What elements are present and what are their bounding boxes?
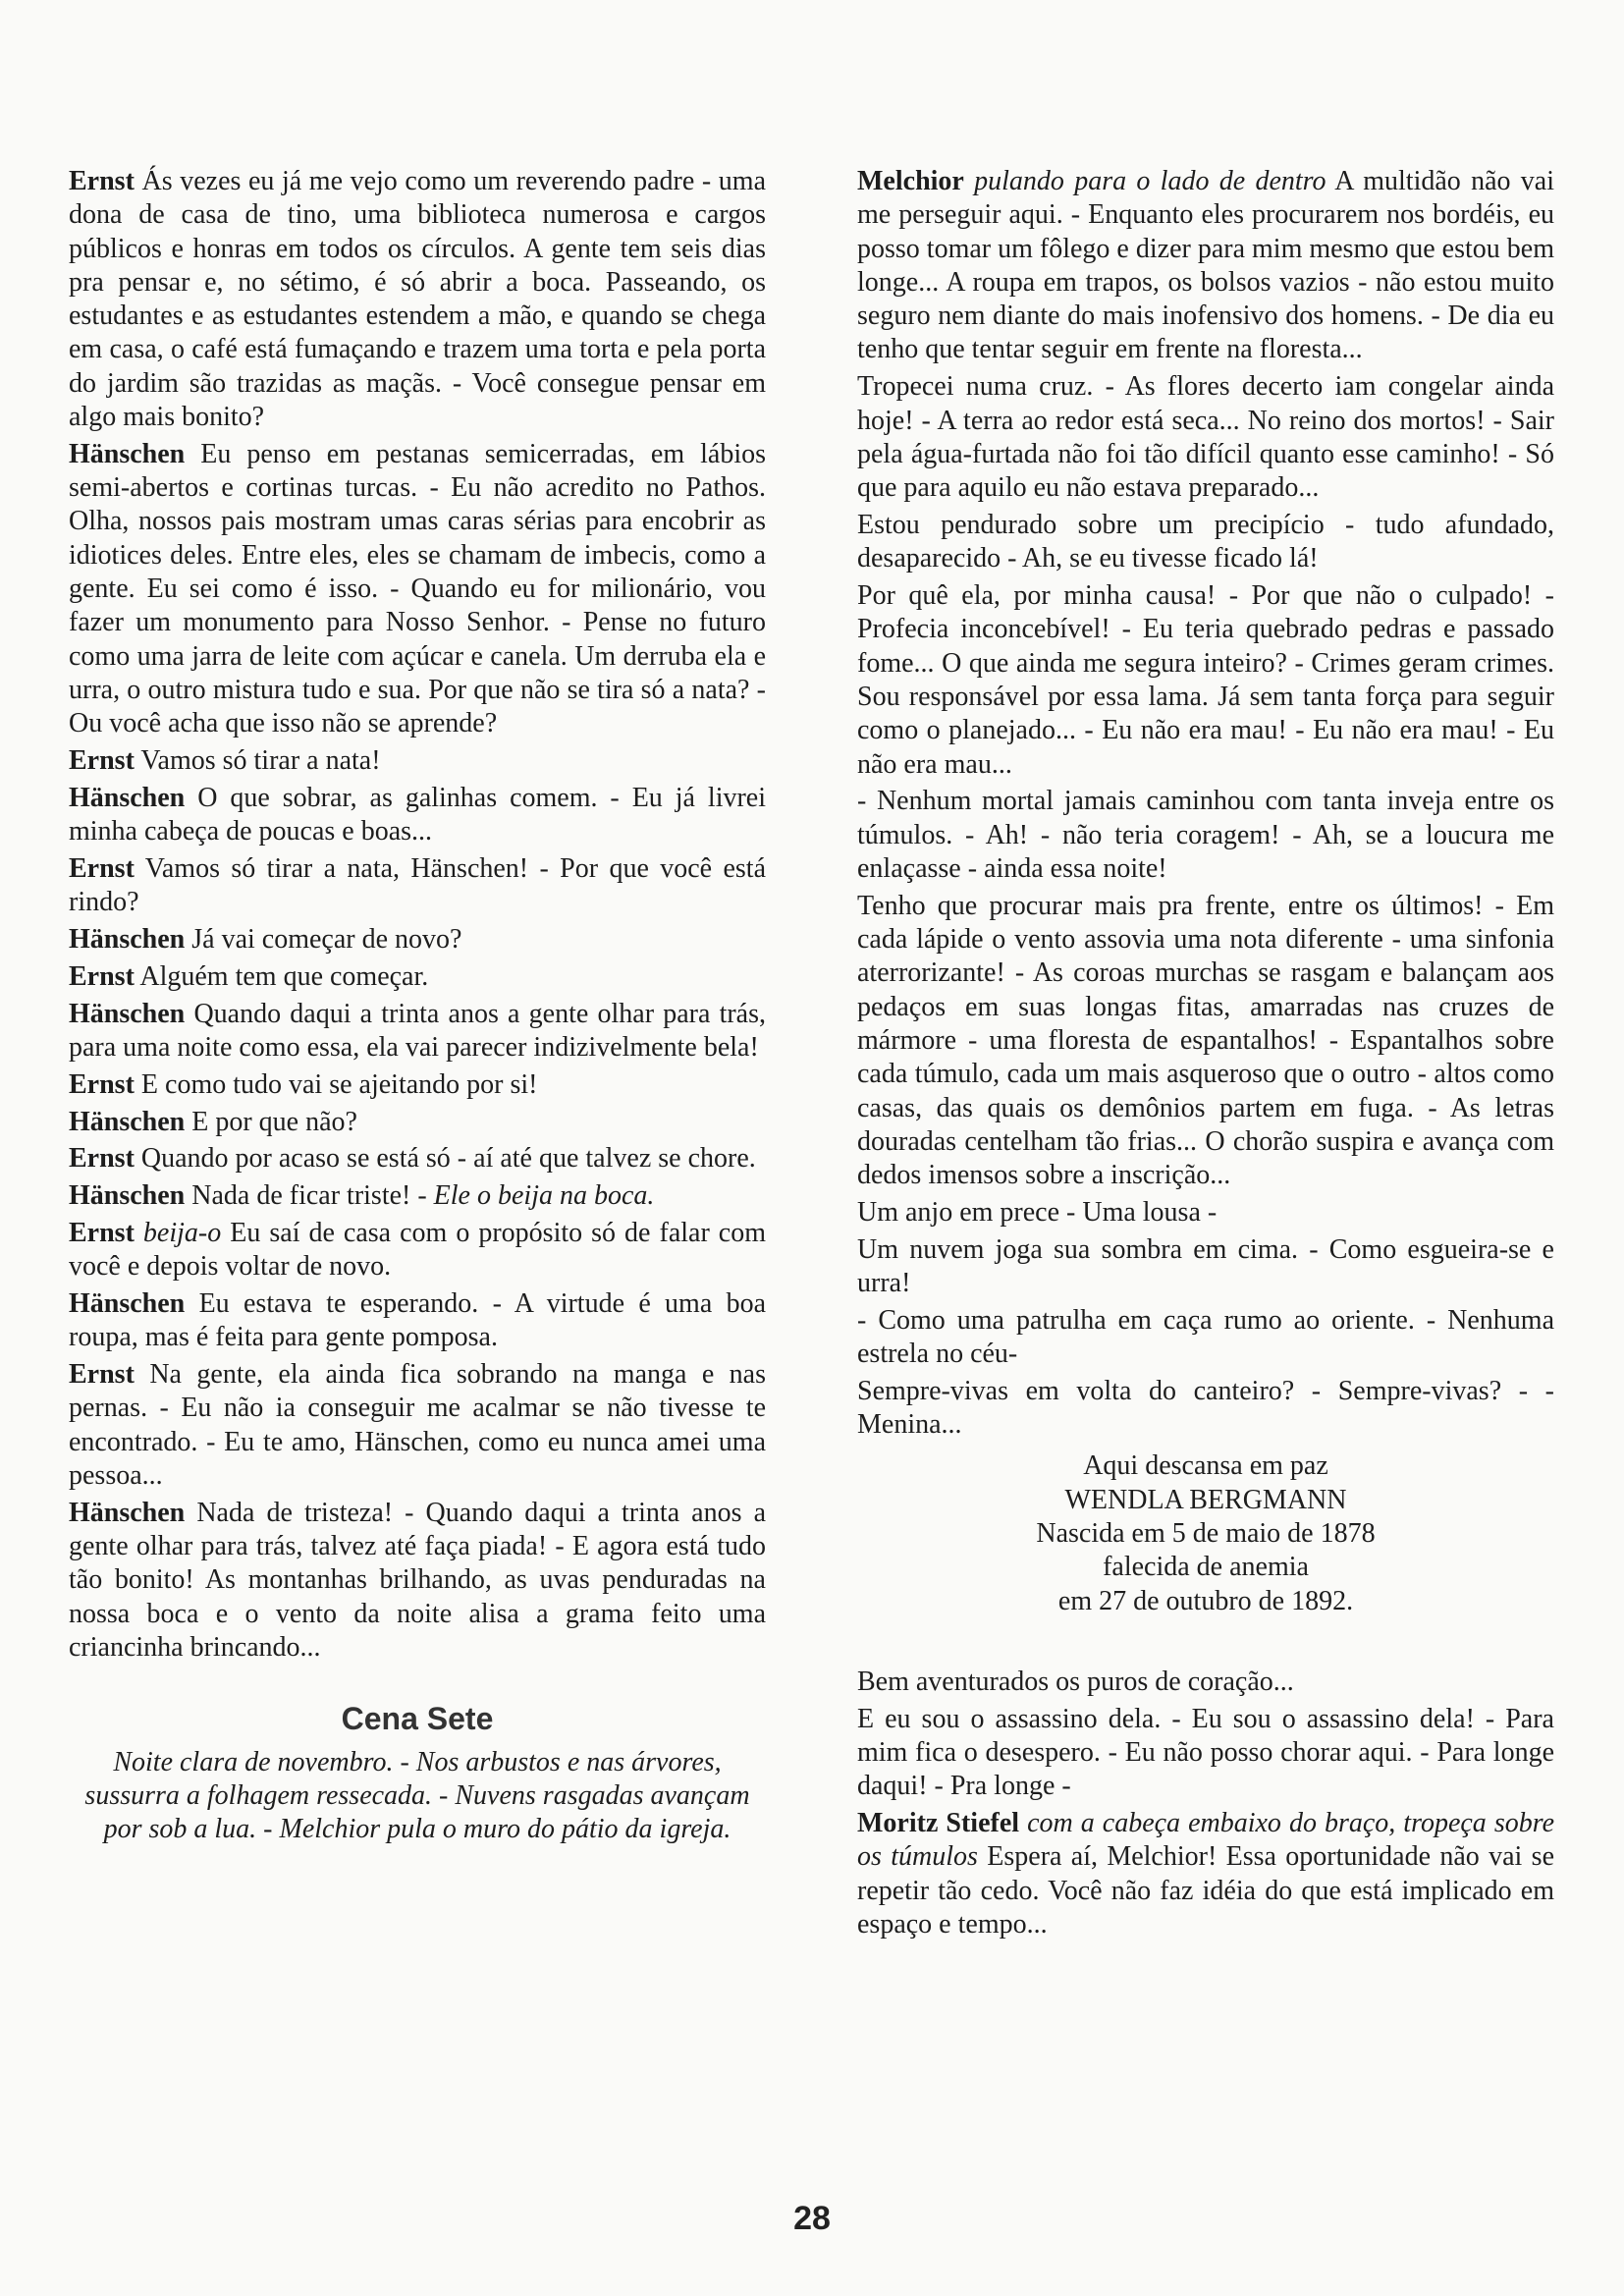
left-column bbox=[69, 165, 766, 1846]
dialogue-paragraph bbox=[69, 1358, 766, 1493]
dialogue-paragraph bbox=[69, 998, 766, 1066]
scene-title: Cena Sete bbox=[341, 1701, 494, 1737]
speech-text: Já vai começar de novo? bbox=[191, 924, 462, 956]
dialogue-paragraph bbox=[857, 1375, 1554, 1443]
speech-text: Estou pendurado sobre um precipício - tudo afundado, desaparecido - Ah, se eu tivesse ficado lá! bbox=[857, 509, 1554, 574]
speaker-name: Hänschen bbox=[69, 998, 186, 1029]
speech-text: Um nuvem joga sua sombra em cima. - Como esgueira-se e urra! bbox=[857, 1233, 1554, 1298]
stage-direction: pulando para o lado de dentro bbox=[974, 166, 1326, 196]
dialogue-paragraph bbox=[857, 1666, 1554, 1699]
speech-text: Tenho que procurar mais pra frente, entre os últimos! - Em cada lápide o vento assovia uma nota diferente - uma sinfonia aterrorizante! - As coroas murchas se rasgam e balançam aos pedaços em suas longas fitas, amarradas nas cruzes de mármore - uma floresta de espantalhos! - Espantalhos sobre cada túmulo, cada um mais asqueroso que o outro - altos como casas, das quais os demônios partem em fuga. - As letras douradas centelham tão frias... O chorão suspira e avança com dedos imensos sobre a inscrição... bbox=[857, 890, 1554, 1191]
speech-text: Nada de tristeza! - Quando daqui a trinta anos a gente olhar para trás, talvez até faça piada! - E agora está tudo tão bonito! As montanhas brilhando, as uvas penduradas na nossa boca e o vento da noite alisa a grama feito uma criancinha brincando... bbox=[69, 1497, 766, 1663]
speaker-name: Ernst bbox=[69, 166, 135, 196]
speaker-name: Hänschen bbox=[69, 782, 186, 813]
dialogue-paragraph bbox=[69, 852, 766, 920]
dialogue-paragraph bbox=[69, 1068, 766, 1102]
speaker-name: Hänschen bbox=[69, 438, 186, 469]
speaker-name: Ernst bbox=[69, 745, 135, 777]
speech-text: O que sobrar, as galinhas comem. - Eu já livrei minha cabeça de poucas e boas... bbox=[69, 782, 766, 847]
right-dialogue-after bbox=[857, 1666, 1554, 1941]
dialogue-paragraph bbox=[857, 1807, 1554, 1941]
speech-text: Bem aventurados os puros de coração... bbox=[857, 1666, 1294, 1697]
speaker-name: Ernst bbox=[69, 960, 135, 992]
right-dialogue bbox=[857, 165, 1554, 1442]
speech-text: Nada de ficar triste! - bbox=[191, 1180, 427, 1212]
left-dialogue bbox=[69, 165, 766, 1665]
speaker-name: Hänschen bbox=[69, 1497, 186, 1528]
speech-text: Eu penso em pestanas semicerradas, em lábios semi-abertos e cortinas turcas. - Eu não acredito no Pathos. Olha, nossos pais mostram umas caras sérias para encobrir as idiotices deles. Entre eles, eles se chamam de imbecis, como a gente. Eu sei como é isso. - Quando eu for milionário, vou fazer um monumento para Nosso Senhor. - Pense no futuro como uma jarra de leite com açúcar e canela. Um derruba ela e urra, o outro mistura tudo e sua. Por que não se tira só a nata? - Ou você acha que isso não se aprende? bbox=[69, 438, 767, 739]
epitaph-line: WENDLA BERGMANN bbox=[1064, 1484, 1347, 1515]
dialogue-paragraph bbox=[69, 923, 766, 957]
epitaph-line: Aqui descansa em paz bbox=[1083, 1450, 1328, 1482]
speaker-name: Ernst bbox=[69, 1143, 135, 1175]
speaker-name: Hänschen bbox=[69, 1180, 186, 1212]
epitaph-line: Nascida em 5 de maio de 1878 bbox=[1036, 1518, 1376, 1550]
speech-text: Alguém tem que começar. bbox=[139, 960, 429, 992]
dialogue-paragraph bbox=[69, 1287, 766, 1355]
speaker-name: Hänschen bbox=[69, 924, 186, 956]
page-number: 28 bbox=[793, 2200, 831, 2237]
speech-text: Um anjo em prece - Uma lousa - bbox=[857, 1196, 1218, 1228]
speech-text: - Como uma patrulha em caça rumo ao oriente. - Nenhuma estrela no céu- bbox=[857, 1304, 1554, 1370]
scene-description: Noite clara de novembro. - Nos arbustos e nas árvores, sussurra a folhagem ressecada. - Nuvens rasgadas avançam por sob a lua. - Melchior pula o muro do pátio da igreja. bbox=[84, 1746, 750, 1845]
speaker-name: Ernst bbox=[69, 1217, 135, 1248]
epitaph-line: falecida de anemia bbox=[1103, 1552, 1309, 1583]
stage-direction: Ele o beija na boca. bbox=[433, 1180, 655, 1212]
dialogue-paragraph bbox=[69, 960, 766, 994]
speech-text: Quando por acaso se está só - aí até que talvez se chore. bbox=[140, 1143, 756, 1175]
speaker-name: Hänschen bbox=[69, 1106, 186, 1137]
speech-text: Eu estava te esperando. - A virtude é uma boa roupa, mas é feita para gente pomposa. bbox=[69, 1288, 767, 1353]
speaker-name: Ernst bbox=[69, 1068, 135, 1100]
speaker-name: Hänschen bbox=[69, 1288, 186, 1319]
speech-text: E como tudo vai se ajeitando por si! bbox=[140, 1068, 538, 1100]
epitaph-line: em 27 de outubro de 1892. bbox=[1057, 1585, 1354, 1616]
epitaph bbox=[857, 1449, 1554, 1617]
dialogue-paragraph bbox=[857, 1196, 1554, 1230]
speaker-name: Ernst bbox=[69, 1359, 135, 1391]
speech-text: Na gente, ela ainda fica sobrando na manga e nas pernas. - Eu não ia conseguir me acalmar se não tivesse te encontrado. - Eu te amo, Hänschen, como eu nunca amei uma pessoa... bbox=[69, 1359, 767, 1491]
speaker-name: Melchior bbox=[857, 166, 964, 196]
dialogue-paragraph bbox=[857, 890, 1554, 1193]
speech-text: E eu sou o assassino dela. - Eu sou o assassino dela! - Para mim fica o desespero. - Eu não posso chorar aqui. - Para longe daqui! - Pra longe - bbox=[857, 1703, 1554, 1802]
dialogue-paragraph bbox=[69, 1217, 766, 1285]
speech-text: Vamos só tirar a nata, Hänschen! - Por que você está rindo? bbox=[69, 852, 766, 918]
speech-text: A multidão não vai me perseguir aqui. - Enquanto eles procurarem nos bordéis, eu posso tomar um fôlego e dizer para mim mesmo que estou bem longe... A roupa em trapos, os bolsos vazios - não estou muito seguro nem diante do mais inofensivo dos homens. - De dia eu tenho que tentar seguir em frente na floresta... bbox=[857, 166, 1554, 365]
speech-text: Tropecei numa cruz. - As flores decerto iam congelar ainda hoje! - A terra ao redor está seca... No reino dos mortos! - Sair pela água-furtada não foi tão difícil quanto esse caminho! - Só que para aquilo eu não estava preparado... bbox=[857, 371, 1554, 504]
dialogue-paragraph bbox=[69, 1497, 766, 1665]
speech-text: Sempre-vivas em volta do canteiro? - Sempre-vivas? - - Menina... bbox=[857, 1375, 1554, 1441]
speech-text: Ás vezes eu já me vejo como um reverendo padre - uma dona de casa de tino, uma biblioteca numerosa e cargos públicos e honras em todos os círculos. A gente tem seis dias pra pensar e, no sétimo, é só abrir a boca. Passeando, os estudantes e as estudantes estendem a mão, e quando se chega em casa, o café está fumaçando e trazem uma torta e pela porta do jardim são trazidas as maçãs. - Você consegue pensar em algo mais bonito? bbox=[69, 166, 766, 433]
dialogue-paragraph bbox=[857, 165, 1554, 367]
dialogue-paragraph bbox=[69, 1142, 766, 1175]
dialogue-paragraph bbox=[69, 438, 766, 741]
right-column bbox=[857, 165, 1554, 1945]
speech-text: Espera aí, Melchior! Essa oportunidade não vai se repetir tão cedo. Você não faz idéia do que está implicado em espaço e tempo... bbox=[857, 1841, 1555, 1941]
speech-text: - Nenhum mortal jamais caminhou com tanta inveja entre os túmulos. - Ah! - não teria coragem! - Ah, se a loucura me enlaçasse - ainda essa noite! bbox=[857, 786, 1554, 884]
dialogue-paragraph bbox=[857, 785, 1554, 886]
speech-text: Vamos só tirar a nata! bbox=[140, 745, 381, 777]
speaker-name: Ernst bbox=[69, 852, 135, 884]
dialogue-paragraph bbox=[69, 1106, 766, 1139]
dialogue-paragraph bbox=[857, 509, 1554, 576]
dialogue-paragraph bbox=[857, 1304, 1554, 1372]
speech-text: E por que não? bbox=[191, 1106, 357, 1137]
speech-text: Por quê ela, por minha causa! - Por que não o culpado! - Profecia inconcebível! - Eu teria quebrado pedras e passado fome... O que ainda me segura inteiro? - Crimes geram crimes. Sou responsável por essa lama. Já sem tanta força para seguir como o planejado... - Eu não era mau! - Eu não era mau! - Eu não era mau... bbox=[857, 580, 1554, 780]
stage-direction: beija-o bbox=[142, 1217, 222, 1248]
dialogue-paragraph bbox=[69, 744, 766, 778]
speech-text: Quando daqui a trinta anos a gente olhar para trás, para uma noite como essa, ela vai parecer indizivelmente bela! bbox=[69, 998, 766, 1063]
dialogue-paragraph bbox=[857, 579, 1554, 782]
dialogue-paragraph bbox=[857, 1233, 1554, 1301]
speaker-name: Moritz Stiefel bbox=[857, 1808, 1020, 1839]
dialogue-paragraph bbox=[857, 370, 1554, 505]
dialogue-paragraph bbox=[69, 165, 766, 434]
dialogue-paragraph bbox=[857, 1703, 1554, 1804]
dialogue-paragraph bbox=[69, 1179, 766, 1213]
stage-direction: com a cabeça embaixo do braço, tropeça sobre os túmulos bbox=[857, 1808, 1554, 1873]
dialogue-paragraph bbox=[69, 782, 766, 849]
speech-text: Eu saí de casa com o propósito só de falar com você e depois voltar de novo. bbox=[69, 1217, 766, 1283]
